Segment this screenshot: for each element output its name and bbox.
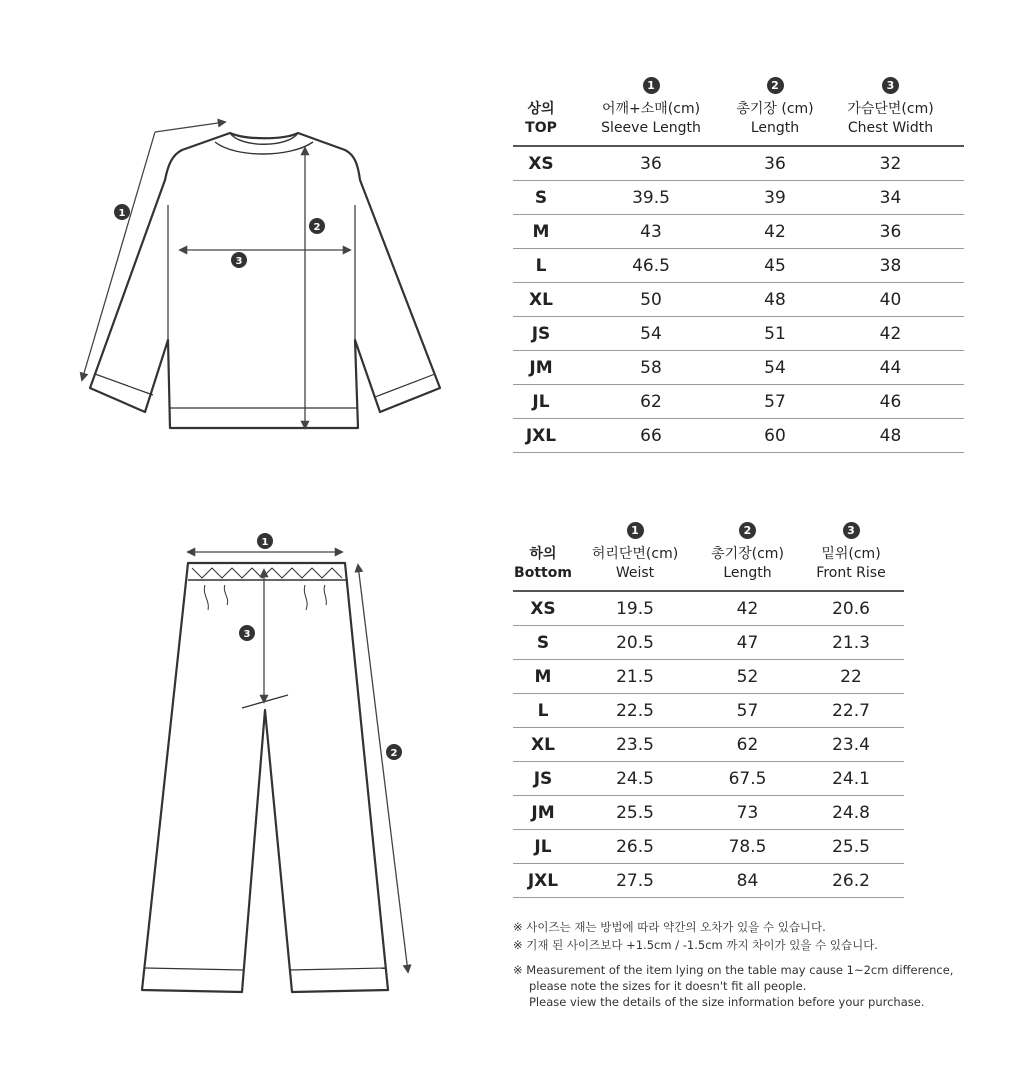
marker-1-icon: 1 <box>627 522 644 539</box>
svg-text:1: 1 <box>118 208 126 219</box>
table-row: XS 19.5 42 20.6 <box>513 591 904 626</box>
top-marker-1 <box>114 204 130 220</box>
bottom-col-length: 2 총기장(cm) Length <box>697 521 798 591</box>
note-en-1: ※ Measurement of the item lying on the table may cause 1~2cm difference, <box>513 963 954 977</box>
bottom-label-ko: 하의 <box>529 546 557 562</box>
bottom-col-rise: 3 밑위(cm) Front Rise <box>798 521 904 591</box>
table-row: JM 58 54 44 <box>513 351 964 385</box>
note-en-2: please note the sizes for it doesn't fit all people. <box>529 979 807 993</box>
bottom-table-label <box>513 521 573 591</box>
top-garment-illustration <box>70 110 460 440</box>
table-row: S 39.5 39 34 <box>513 181 964 215</box>
svg-text:3: 3 <box>243 629 251 640</box>
svg-text:3: 3 <box>235 256 243 267</box>
bottom-garment-illustration <box>130 530 420 1000</box>
table-row: L 22.5 57 22.7 <box>513 694 904 728</box>
table-row: M 21.5 52 22 <box>513 660 904 694</box>
note-en-3: Please view the details of the size information before your purchase. <box>529 995 925 1009</box>
table-row: JS 24.5 67.5 24.1 <box>513 762 904 796</box>
svg-text:2: 2 <box>313 222 321 233</box>
bottom-marker-3 <box>239 625 255 641</box>
marker-2-icon: 2 <box>739 522 756 539</box>
bottom-size-table <box>513 521 904 898</box>
bottom-col-waist: 1 허리단면(cm) Weist <box>573 521 697 591</box>
note-ko-2: ※ 기재 된 사이즈보다 +1.5cm / -1.5cm 까지 차이가 있을 수 있습니다. <box>513 938 878 952</box>
table-row: L 46.5 45 38 <box>513 249 964 283</box>
table-row: XL 23.5 62 23.4 <box>513 728 904 762</box>
table-row: M 43 42 36 <box>513 215 964 249</box>
marker-2-icon: 2 <box>767 77 784 94</box>
top-size-table <box>513 76 964 453</box>
svg-text:2: 2 <box>390 748 398 759</box>
bottom-label-en: Bottom <box>514 565 572 581</box>
marker-3-icon: 3 <box>882 77 899 94</box>
note-ko-1: ※ 사이즈는 재는 방법에 따라 약간의 오차가 있을 수 있습니다. <box>513 920 826 934</box>
top-label-ko: 상의 <box>527 101 555 117</box>
svg-text:1: 1 <box>261 537 269 548</box>
top-label-en: TOP <box>525 120 557 136</box>
top-col-length: 2 총기장 (cm) Length <box>733 76 817 146</box>
table-row: S 20.5 47 21.3 <box>513 626 904 660</box>
table-row: JXL 27.5 84 26.2 <box>513 864 904 898</box>
table-row: JL 62 57 46 <box>513 385 964 419</box>
table-row: XL 50 48 40 <box>513 283 964 317</box>
size-notes <box>513 918 953 1010</box>
table-row: JXL 66 60 48 <box>513 419 964 453</box>
top-table-label <box>513 76 569 146</box>
table-row: JM 25.5 73 24.8 <box>513 796 904 830</box>
top-col-sleeve: 1 어깨+소매(cm) Sleeve Length <box>569 76 733 146</box>
bottom-marker-1 <box>257 533 273 549</box>
table-row: JL 26.5 78.5 25.5 <box>513 830 904 864</box>
top-marker-2 <box>309 218 325 234</box>
table-row: XS 36 36 32 <box>513 146 964 181</box>
note-en <box>513 962 953 1010</box>
table-row: JS 54 51 42 <box>513 317 964 351</box>
top-marker-3 <box>231 252 247 268</box>
marker-1-icon: 1 <box>643 77 660 94</box>
marker-3-icon: 3 <box>843 522 860 539</box>
top-col-chest: 3 가슴단면(cm) Chest Width <box>817 76 964 146</box>
bottom-marker-2 <box>386 744 402 760</box>
